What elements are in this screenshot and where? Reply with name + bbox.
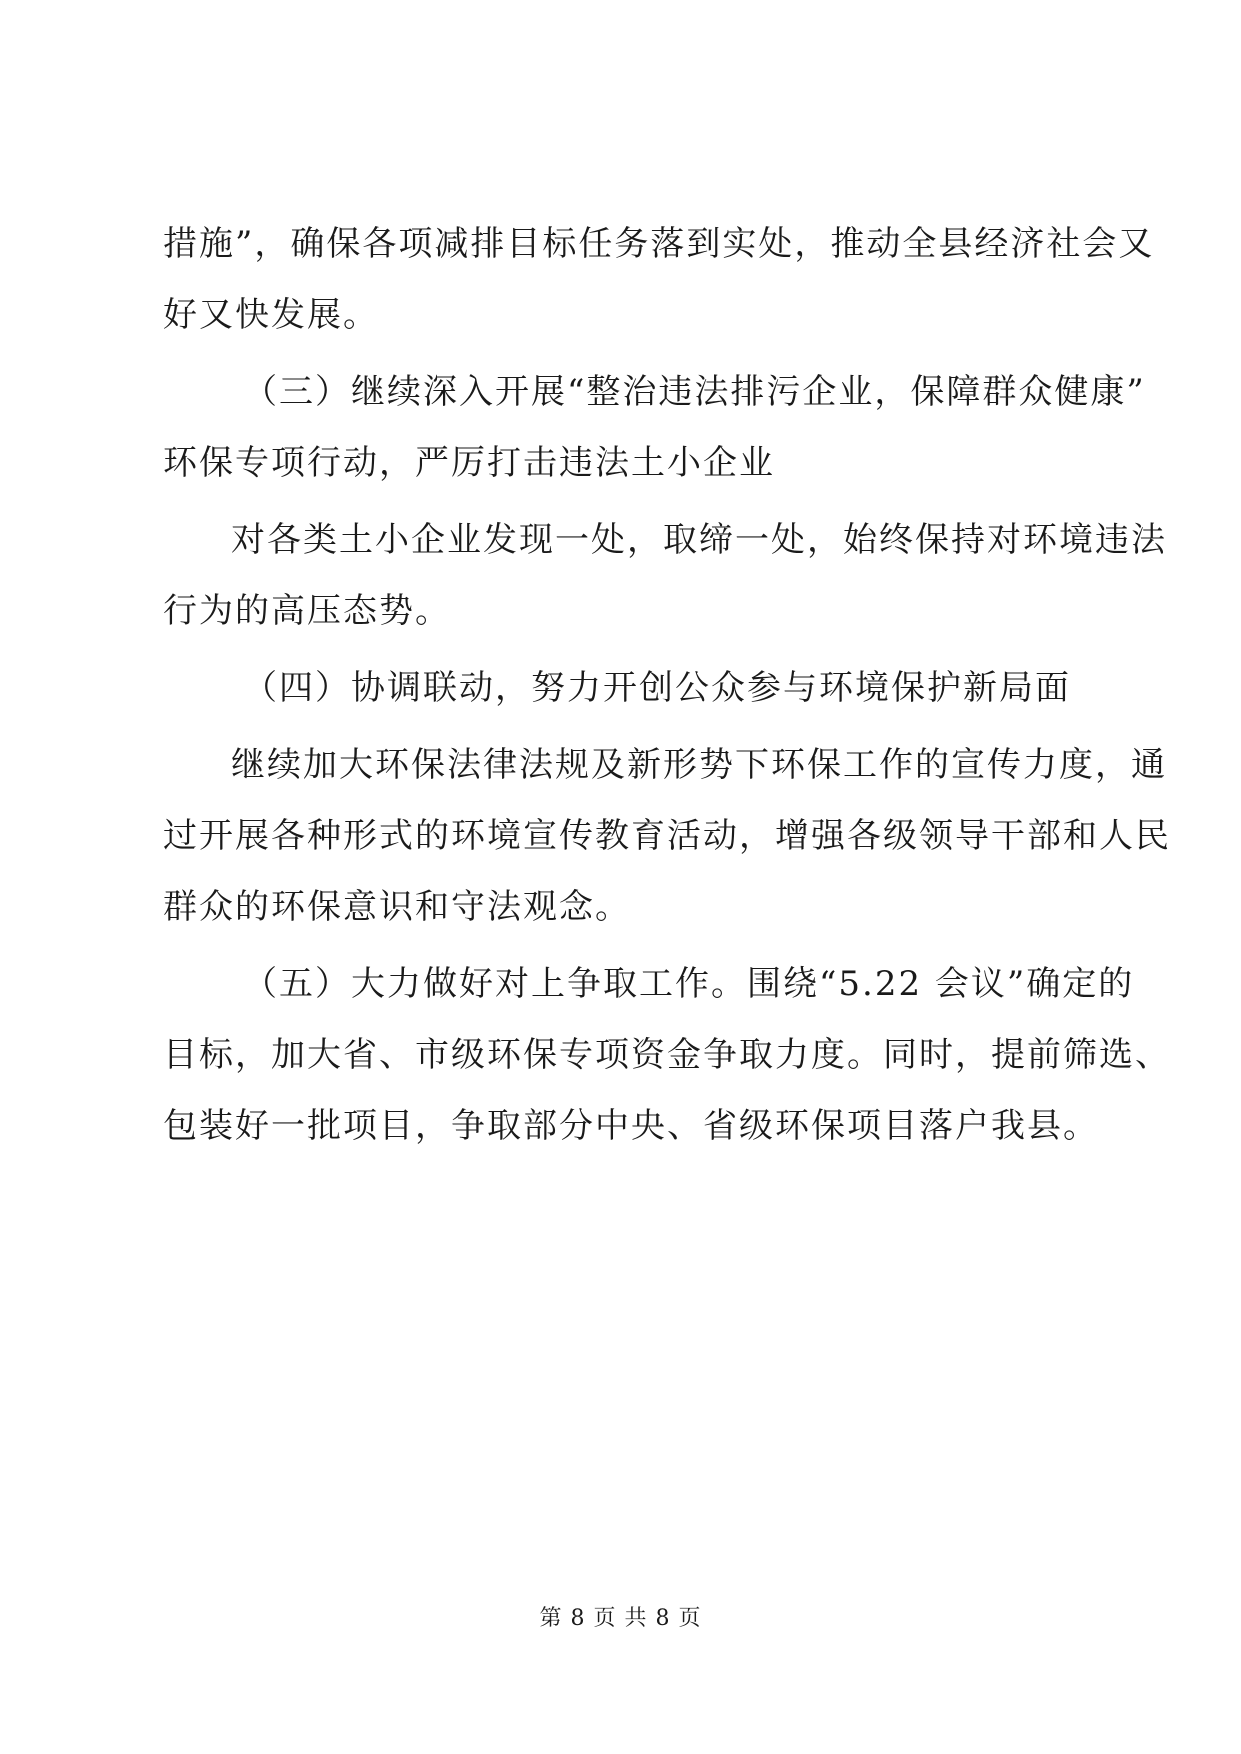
document-body: [163, 224, 1171, 1180]
text-line: 好又快发展。: [163, 295, 379, 335]
text-line: 对各类土小企业发现一处，取缔一处，始终保持对环境违法: [231, 520, 1167, 560]
text-line: 过开展各种形式的环境宣传教育活动，增强各级领导干部和人民: [163, 816, 1171, 856]
text-line: 目标，加大省、市级环保专项资金争取力度。同时，提前筛选、: [163, 1035, 1171, 1075]
text-line: 继续加大环保法律法规及新形势下环保工作的宣传力度，通: [231, 745, 1167, 785]
page-footer: 第 8 页 共 8 页: [539, 1606, 702, 1631]
text-line: 包装好一批项目，争取部分中央、省级环保项目落户我县。: [163, 1106, 1099, 1146]
section-heading: （三）继续深入开展“整治违法排污企业，保障群众健康”: [243, 372, 1146, 412]
text-line: 行为的高压态势。: [163, 591, 451, 631]
text-line: 群众的环保意识和守法观念。: [163, 887, 631, 927]
section-heading: （五）大力做好对上争取工作。围绕“5.22 会议”确定的: [243, 964, 1135, 1004]
text-line: 措施”，确保各项减排目标任务落到实处，推动全县经济社会又: [163, 224, 1155, 264]
text-line: 环保专项行动，严厉打击违法土小企业: [163, 443, 775, 483]
section-heading: （四）协调联动，努力开创公众参与环境保护新局面: [243, 668, 1071, 708]
